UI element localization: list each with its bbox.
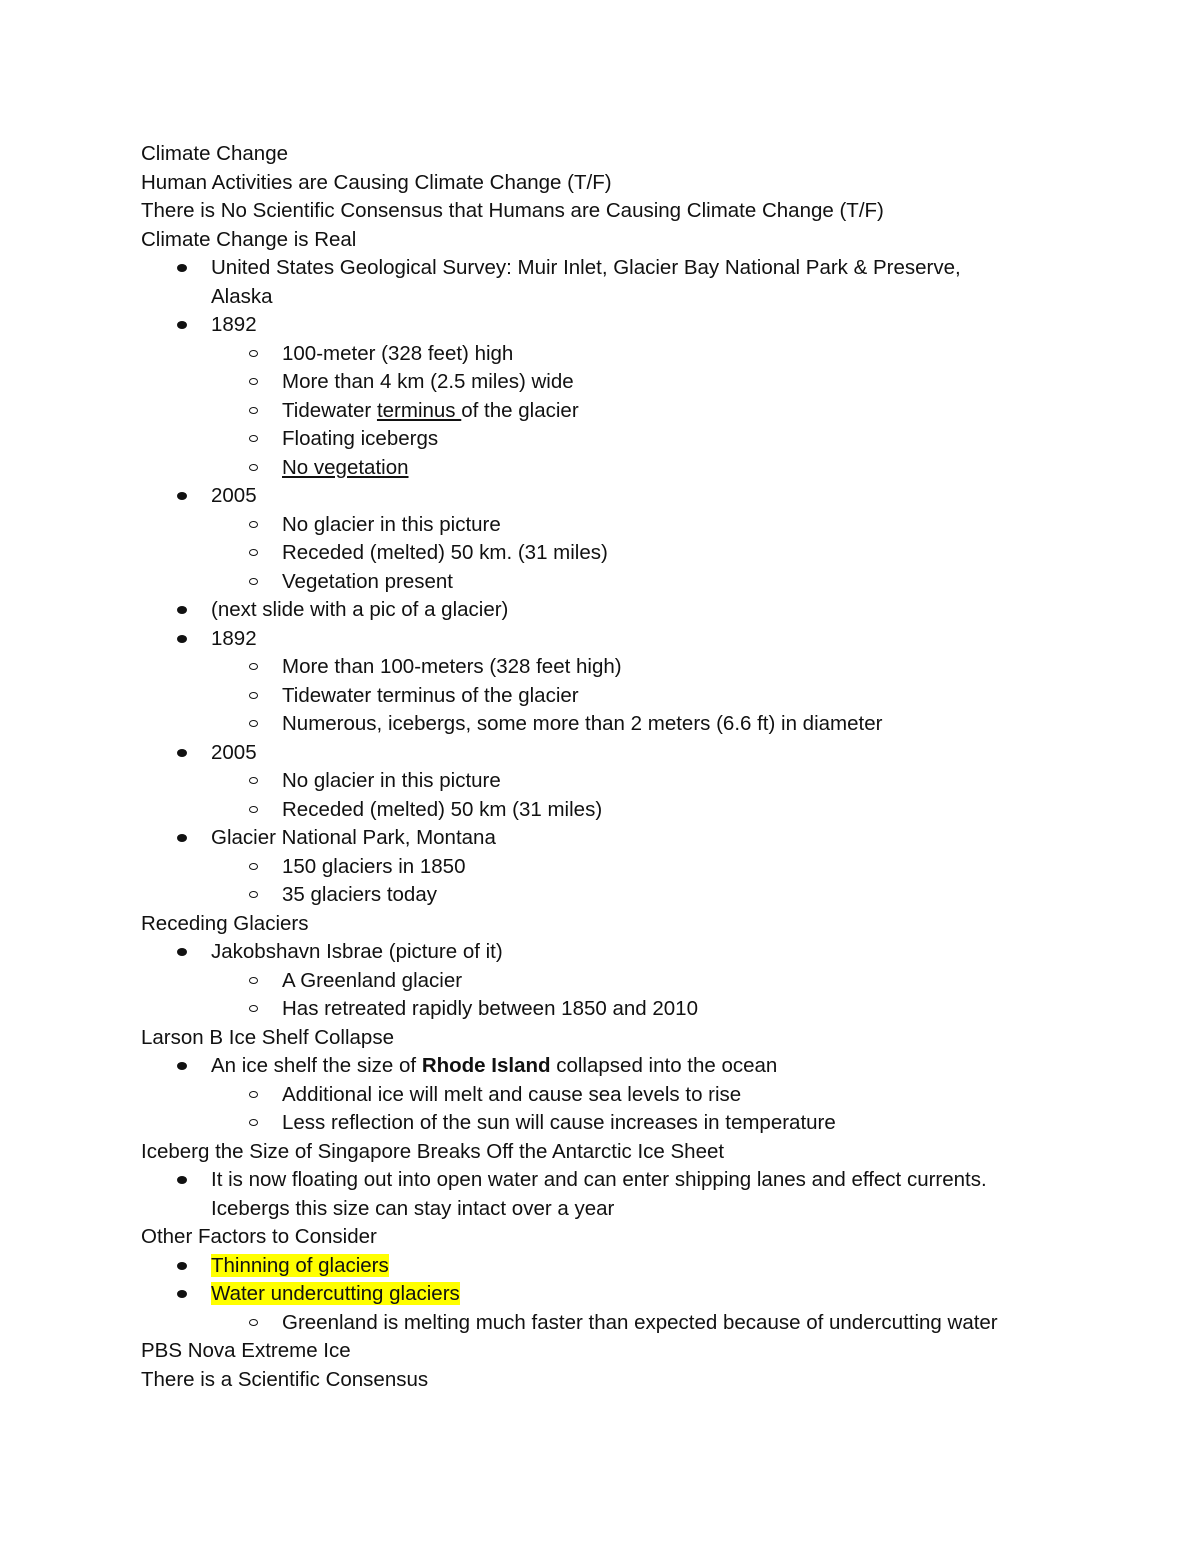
hollow-bullet-icon [249, 464, 258, 471]
bullet-icon [177, 635, 187, 643]
underlined-text: terminus [376, 398, 462, 422]
list-item-text: collapsed into the ocean [550, 1054, 778, 1077]
question-1: Human Activities are Causing Climate Change (T/F) [141, 170, 612, 194]
sub-list-item [141, 511, 1141, 540]
list-item [141, 311, 1141, 340]
sub-list-item [141, 682, 1141, 711]
bullet-icon [177, 321, 187, 329]
list-item-text: Jakobshavn Isbrae (picture of it) [211, 940, 503, 963]
list-item [141, 482, 1141, 511]
highlighted-text: Thinning of glaciers [211, 1253, 389, 1277]
sub-list-item [141, 340, 1141, 369]
list-item-continuation [141, 283, 1141, 312]
list-item-text: 100-meter (328 feet) high [282, 341, 514, 365]
bullet-icon [177, 948, 187, 956]
document-body [141, 140, 1141, 1394]
underlined-text: No vegetation [282, 455, 409, 479]
list-item [141, 824, 1141, 853]
bullet-icon [177, 1290, 187, 1298]
bold-text: Rhode Island [421, 1054, 551, 1077]
list-item-text: 1892 [211, 626, 257, 650]
list-item-text: Receded (melted) 50 km. (31 miles) [282, 541, 608, 564]
bullet-icon [177, 834, 187, 842]
list-item-text: More than 100-meters (328 feet high) [282, 655, 622, 678]
hollow-bullet-icon [249, 692, 258, 699]
list-item [141, 1052, 1141, 1081]
bullet-icon [177, 1262, 187, 1270]
list-item-text: It is now floating out into open water and can enter shipping lanes and effect currents. [211, 1168, 987, 1191]
list-item-text: Numerous, icebergs, some more than 2 meters (6.6 ft) in diameter [282, 712, 883, 735]
hollow-bullet-icon [249, 521, 258, 528]
list-item-text: (next slide with a pic of a glacier) [211, 598, 509, 621]
section-heading: Other Factors to Consider [141, 1225, 377, 1248]
hollow-bullet-icon [249, 663, 258, 670]
list-item-text: 2005 [211, 484, 257, 507]
list-item [141, 739, 1141, 768]
section-heading: Receding Glaciers [141, 911, 309, 935]
list-item [141, 625, 1141, 654]
hollow-bullet-icon [249, 1091, 258, 1098]
list-item-text: 1892 [211, 313, 257, 336]
hollow-bullet-icon [249, 777, 258, 784]
list-item [141, 254, 1141, 283]
list-item-text: An ice shelf the size of [211, 1054, 422, 1077]
sub-list-item [141, 853, 1141, 882]
sub-list-item [141, 1081, 1141, 1110]
list-item-text: Vegetation present [282, 569, 453, 593]
list-item-text: 35 glaciers today [282, 883, 437, 906]
sub-list-item [141, 1109, 1141, 1138]
hollow-bullet-icon [249, 977, 258, 984]
list-item-text: Tidewater [282, 398, 377, 422]
list-item-text: A Greenland glacier [282, 968, 463, 992]
list-item-text: No glacier in this picture [282, 769, 501, 792]
list-item-text: Receded (melted) 50 km (31 miles) [282, 797, 603, 821]
section-heading: Iceberg the Size of Singapore Breaks Off the Antarctic Ice Sheet [141, 1139, 725, 1163]
sub-list-item [141, 881, 1141, 910]
sub-list-item [141, 995, 1141, 1024]
section-heading: PBS Nova Extreme Ice [141, 1339, 351, 1362]
hollow-bullet-icon [249, 378, 258, 385]
bullet-icon [177, 749, 187, 757]
sub-list-item [141, 653, 1141, 682]
hollow-bullet-icon [249, 806, 258, 813]
hollow-bullet-icon [249, 407, 258, 414]
bullet-icon [177, 606, 187, 614]
bullet-icon [177, 1062, 187, 1070]
list-item-continuation [141, 1195, 1141, 1224]
bullet-icon [177, 1176, 187, 1184]
list-item-text: Tidewater terminus of the glacier [282, 683, 579, 707]
sub-list-item [141, 967, 1141, 996]
sub-list-item [141, 1309, 1141, 1338]
list-item-text: No glacier in this picture [282, 512, 501, 536]
sub-list-item [141, 539, 1141, 568]
bullet-icon [177, 492, 187, 500]
sub-list-item [141, 397, 1141, 426]
sub-list-item [141, 796, 1141, 825]
section-heading: There is a Scientific Consensus [141, 1367, 429, 1391]
list-item-text: Floating icebergs [282, 427, 439, 450]
hollow-bullet-icon [249, 891, 258, 898]
list-item-text: Less reflection of the sun will cause increases in temperature [282, 1111, 836, 1134]
sub-list-item [141, 767, 1141, 796]
list-item-text: More than 4 km (2.5 miles) wide [282, 370, 574, 393]
doc-title: Climate Change [141, 142, 288, 165]
hollow-bullet-icon [249, 350, 258, 357]
hollow-bullet-icon [249, 435, 258, 442]
question-2: There is No Scientific Consensus that Humans are Causing Climate Change (T/F) [141, 199, 884, 222]
sub-list-item [141, 710, 1141, 739]
list-item-text: Has retreated rapidly between 1850 and 2010 [282, 997, 698, 1020]
list-item [141, 938, 1141, 967]
hollow-bullet-icon [249, 549, 258, 556]
list-item-text: United States Geological Survey: Muir Inlet, Glacier Bay National Park & Preserve, [211, 256, 961, 279]
list-item-text: of the glacier [461, 398, 579, 422]
section-heading: Larson B Ice Shelf Collapse [141, 1025, 394, 1049]
hollow-bullet-icon [249, 1119, 258, 1126]
bullet-icon [177, 264, 187, 272]
list-item-text: Glacier National Park, Montana [211, 826, 496, 849]
list-item-text: 2005 [211, 740, 257, 764]
list-item [141, 596, 1141, 625]
hollow-bullet-icon [249, 578, 258, 585]
sub-list-item [141, 568, 1141, 597]
section-heading: Climate Change is Real [141, 227, 357, 251]
list-item-text: Icebergs this size can stay intact over a year [211, 1196, 615, 1220]
hollow-bullet-icon [249, 1005, 258, 1012]
sub-list-item [141, 454, 1141, 483]
list-item-highlighted [141, 1252, 1141, 1281]
list-item-text: Alaska [211, 284, 273, 308]
list-item-text: Additional ice will melt and cause sea levels to rise [282, 1082, 742, 1106]
list-item-text: Greenland is melting much faster than expected because of undercutting water [282, 1310, 998, 1334]
hollow-bullet-icon [249, 1319, 258, 1326]
sub-list-item [141, 368, 1141, 397]
list-item-highlighted [141, 1280, 1141, 1309]
hollow-bullet-icon [249, 720, 258, 727]
list-item [141, 1166, 1141, 1195]
hollow-bullet-icon [249, 863, 258, 870]
sub-list-item [141, 425, 1141, 454]
list-item-text: 150 glaciers in 1850 [282, 854, 466, 878]
highlighted-text: Water undercutting glaciers [211, 1282, 460, 1305]
